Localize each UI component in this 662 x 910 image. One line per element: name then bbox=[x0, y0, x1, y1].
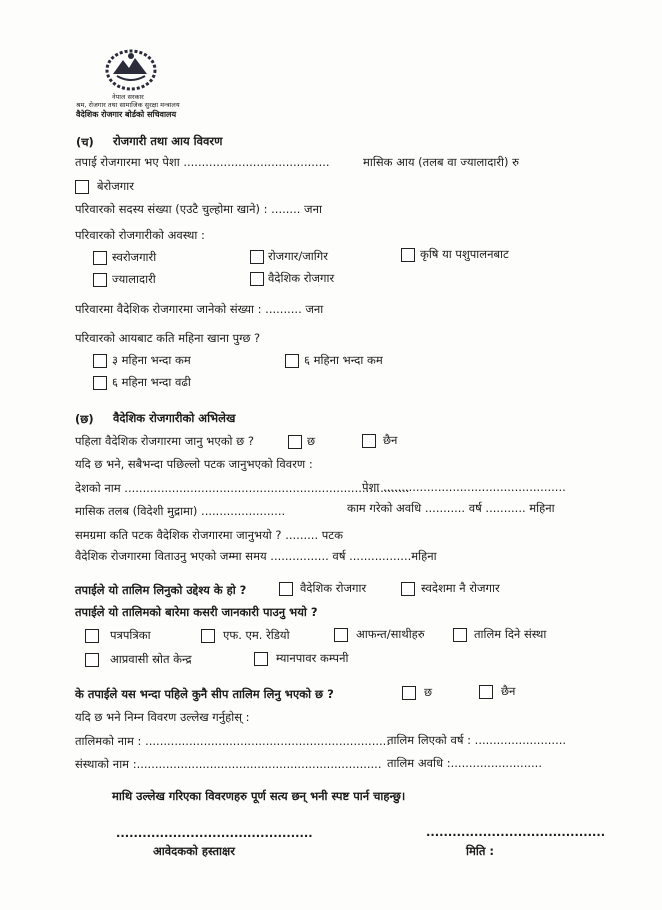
unemployed-checkbox[interactable] bbox=[75, 180, 89, 194]
office-name: वैदेशिक रोजगार बोर्डको सचिवालय bbox=[76, 110, 177, 119]
first-time-yes-checkbox[interactable] bbox=[288, 435, 302, 449]
info-source-question: तपाईले यो तालिमको बारेमा कसरी जानकारी पाउनु भयो ? bbox=[75, 605, 318, 619]
unemployed-label: बेरोजगार bbox=[97, 179, 134, 193]
first-time-question: पहिला वैदेशिक रोजगारमा जानु भएको छ ? bbox=[75, 434, 254, 448]
declaration-text: माथि उल्लेख गरिएका विवरणहरु पूर्ण सत्य छन् भनी स्पष्ट पार्न चाहन्छु। bbox=[112, 789, 406, 803]
first-time-yes-label: छ bbox=[307, 434, 316, 448]
migrant-resource-center-checkbox[interactable] bbox=[85, 653, 99, 667]
previous-training-no-label: छैन bbox=[501, 684, 516, 698]
job-checkbox[interactable] bbox=[250, 250, 264, 264]
salary-field[interactable]: मासिक तलब (विदेशी मुद्रामा) ....................... bbox=[75, 504, 286, 518]
daily-wage-label: ज्यालादारी bbox=[112, 272, 156, 286]
section-title-employment: रोजगारी तथा आय विवरण bbox=[113, 134, 223, 148]
previous-training-question: के तपाईले यस भन्दा पहिले कुनै सीप तालिम लिनु भएको छ ? bbox=[75, 687, 334, 701]
last-trip-details-label: यदि छ भने, सबैभन्दा पछिल्लो पटक जानुभएको विवरण : bbox=[75, 457, 313, 471]
training-institute-checkbox[interactable] bbox=[453, 628, 467, 642]
less-than-3-months-checkbox[interactable] bbox=[93, 354, 107, 368]
job-label: रोजगार/जागिर bbox=[268, 249, 328, 263]
ministry-name: श्रम, रोजगार तथा सामाजिक सुरक्षा मन्त्रालय bbox=[76, 101, 180, 109]
previous-training-no-checkbox[interactable] bbox=[479, 685, 493, 699]
profession-field[interactable]: पेशा .................................................. bbox=[362, 480, 566, 494]
first-time-no-checkbox[interactable] bbox=[362, 434, 376, 448]
newspaper-label: पत्रपत्रिका bbox=[110, 628, 151, 642]
date-label: मिति : bbox=[466, 844, 494, 858]
section-number-ch: (च) bbox=[76, 135, 94, 149]
foreign-employment-checkbox[interactable] bbox=[250, 272, 264, 286]
work-duration-field[interactable]: काम गरेको अवधि ........... वर्ष ........... महिना bbox=[347, 501, 555, 515]
total-time-abroad-field[interactable]: वैदेशिक रोजगारमा विताउनु भएको जम्मा समय ................ वर्ष .................महिना bbox=[75, 549, 437, 563]
training-purpose-question: तपाईले यो तालिम लिनुको उद्देश्य के हो ? bbox=[75, 583, 247, 597]
fm-radio-checkbox[interactable] bbox=[201, 629, 215, 643]
relatives-label: आफन्त/साथीहरु bbox=[356, 627, 425, 641]
nepal-emblem-icon bbox=[103, 48, 159, 92]
daily-wage-checkbox[interactable] bbox=[93, 273, 107, 287]
country-name-field[interactable]: देशको नाम .............................................................................. bbox=[75, 481, 410, 495]
section-number-chh: (छ) bbox=[75, 412, 94, 426]
emblem-text: नेपाल सरकार bbox=[112, 93, 144, 101]
fm-radio-label: एफ. एम. रेडियो bbox=[223, 628, 290, 642]
times-abroad-field[interactable]: समग्रमा कति पटक वैदेशिक रोजगारमा जानुभयो ? ......... पटक bbox=[75, 528, 343, 542]
manpower-company-checkbox[interactable] bbox=[254, 652, 268, 666]
self-employed-label: स्वरोजगारी bbox=[112, 250, 157, 264]
relatives-checkbox[interactable] bbox=[334, 628, 348, 642]
monthly-income-field[interactable]: मासिक आय (तलब वा ज्यालादारी) रु bbox=[363, 155, 520, 169]
family-size-field[interactable]: परिवारको सदस्य संख्या (एउटै चुल्होमा खाने) : ........ जना bbox=[75, 202, 322, 216]
date-line[interactable]: ......................................... bbox=[426, 825, 606, 839]
family-status-label: परिवारको रोजगारीको अवस्था : bbox=[75, 228, 205, 242]
purpose-foreign-checkbox[interactable] bbox=[279, 582, 293, 596]
family-foreign-count-field[interactable]: परिवारमा वैदेशिक रोजगारमा जानेको संख्या : .......... जना bbox=[75, 302, 324, 316]
more-than-6-months-label: ६ महिना भन्दा वढी bbox=[112, 375, 191, 389]
previous-training-yes-checkbox[interactable] bbox=[402, 686, 416, 700]
self-employed-checkbox[interactable] bbox=[93, 251, 107, 265]
signature-label: आवेदकको हस्ताक्षर bbox=[153, 844, 235, 858]
purpose-domestic-checkbox[interactable] bbox=[401, 582, 415, 596]
training-year-field[interactable]: तालिम लिएको वर्ष : ......................... bbox=[387, 733, 567, 747]
agriculture-checkbox[interactable] bbox=[401, 248, 415, 262]
foreign-employment-label: वैदेशिक रोजगार bbox=[268, 271, 335, 285]
training-institute-label: तालिम दिने संस्था bbox=[474, 627, 547, 641]
occupation-field[interactable]: तपाई रोजगारमा भए पेशा ........................................ bbox=[75, 155, 330, 169]
purpose-foreign-label: वैदेशिक रोजगार bbox=[300, 581, 367, 595]
training-duration-field[interactable]: तालिम अवधि :......................... bbox=[387, 756, 542, 770]
previous-training-yes-label: छ bbox=[424, 685, 433, 699]
purpose-domestic-label: स्वदेशमा नै रोजगार bbox=[421, 581, 500, 595]
signature-line[interactable]: ............................................. bbox=[116, 826, 313, 840]
organization-name-field[interactable]: संस्थाको नाम :................................................................... bbox=[75, 757, 382, 771]
agriculture-label: कृषि या पशुपालनबाट bbox=[420, 247, 509, 261]
less-than-3-months-label: ३ महिना भन्दा कम bbox=[112, 353, 191, 367]
manpower-company-label: म्यानपावर कम्पनी bbox=[276, 651, 349, 665]
section-title-foreign-record: वैदेशिक रोजगारीको अभिलेख bbox=[113, 411, 236, 425]
first-time-no-label: छैन bbox=[383, 433, 398, 447]
less-than-6-months-checkbox[interactable] bbox=[285, 354, 299, 368]
training-name-field[interactable]: तालिमको नाम : ................................................................... bbox=[75, 734, 390, 748]
more-than-6-months-checkbox[interactable] bbox=[93, 376, 107, 390]
previous-training-details-label: यदि छ भने निम्न विवरण उल्लेख गर्नुहोस् : bbox=[75, 710, 250, 724]
newspaper-checkbox[interactable] bbox=[85, 629, 99, 643]
food-sufficiency-label: परिवारको आयबाट कति महिना खाना पुग्छ ? bbox=[75, 331, 261, 345]
migrant-resource-center-label: आप्रवासी स्रोत केन्द्र bbox=[110, 652, 192, 666]
less-than-6-months-label: ६ महिना भन्दा कम bbox=[304, 353, 383, 367]
